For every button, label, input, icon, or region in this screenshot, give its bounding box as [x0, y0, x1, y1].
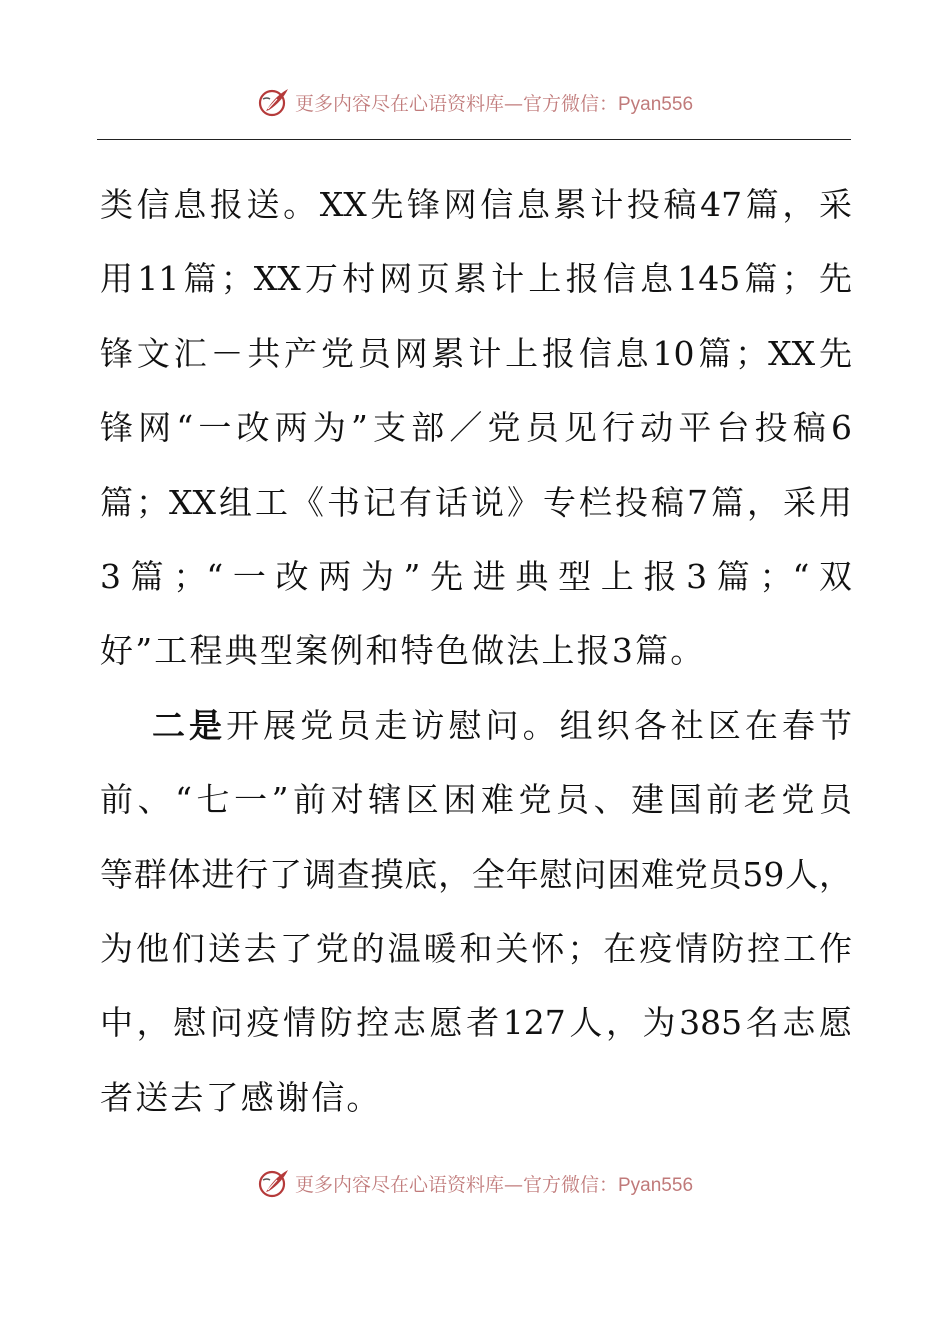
- footer-banner-wechat-id: Pyan556: [618, 1174, 694, 1196]
- paragraph-2-lead: 二是: [152, 705, 227, 745]
- quill-pen-circle-icon: [257, 85, 291, 119]
- body-line-6: 3篇；“一改两为”先进典型上报3篇；“双: [100, 556, 852, 596]
- quill-pen-circle-icon: [257, 1166, 291, 1200]
- paragraph-2-line-2: 前、“七一”前对辖区困难党员、建国前老党员: [100, 780, 852, 820]
- paragraph-2-line-4: 为他们送去了党的温暖和关怀；在疫情防控工作: [100, 928, 852, 968]
- paragraph-2-line-3: 等群体进行了调查摸底，全年慰问困难党员59人，: [100, 854, 852, 894]
- header-divider: [97, 139, 851, 140]
- paragraph-2-line-6: 者送去了感谢信。: [100, 1077, 382, 1117]
- footer-banner: [0, 1163, 950, 1203]
- body-line-5: 篇；XX组工《书记有话说》专栏投稿7篇，采用: [100, 482, 852, 522]
- header-banner: [0, 82, 950, 122]
- body-line-3: 锋文汇－共产党员网累计上报信息10篇；XX先: [100, 333, 852, 373]
- document-body: [100, 168, 852, 1135]
- paragraph-2-first-line: [100, 689, 852, 763]
- body-line-4: 锋网“一改两为”支部／党员见行动平台投稿6: [100, 408, 852, 448]
- header-banner-wechat-id: Pyan556: [618, 93, 694, 115]
- body-line-7: 好”工程典型案例和特色做法上报3篇。: [100, 631, 706, 671]
- body-line-1: 类信息报送。XX先锋网信息累计投稿47篇，采: [100, 185, 852, 224]
- paragraph-2-first-line-rest: 开展党员走访慰问。组织各社区在春节: [226, 705, 853, 745]
- footer-banner-text: 更多内容尽在心语资料库—官方微信：Pyan556: [294, 1173, 694, 1196]
- header-banner-text: 更多内容尽在心语资料库—官方微信：Pyan556: [294, 92, 694, 115]
- body-line-2: 用11篇；XX万村网页累计上报信息145篇；先: [100, 259, 852, 299]
- paragraph-2-line-5: 中，慰问疫情防控志愿者127人，为385名志愿: [100, 1003, 852, 1043]
